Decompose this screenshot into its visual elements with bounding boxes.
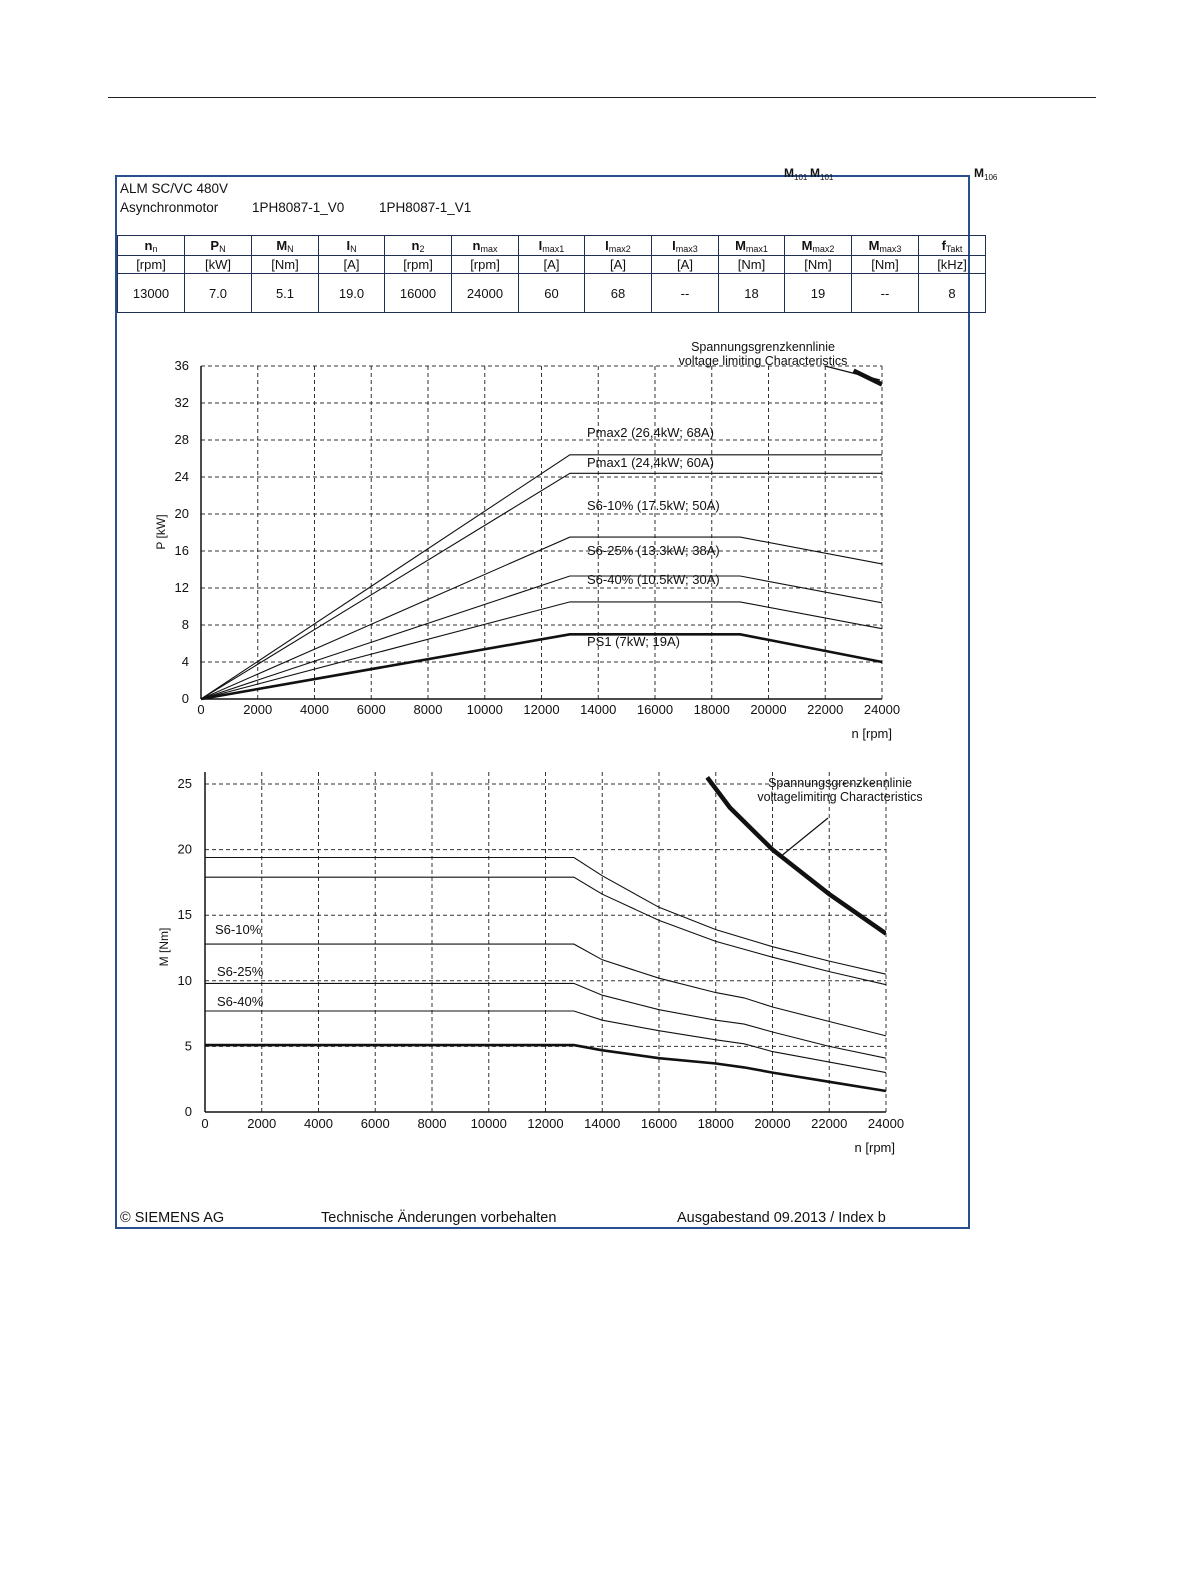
spec-unit-cell: [A]: [585, 256, 652, 274]
y-tick-label: 8: [181, 617, 189, 632]
x-tick-label: 12000: [523, 702, 560, 717]
supply-label: ALM SC/VC 480V: [120, 181, 229, 196]
spec-unit-cell: [rpm]: [118, 256, 185, 274]
spec-value-cell: 7.0: [185, 274, 252, 313]
edition-note: Ausgabestand 09.2013 / Index b: [677, 1210, 886, 1226]
torque-chart: [157, 772, 923, 1155]
spec-symbol-cell: $M_{max3}$: [852, 236, 919, 256]
y-tick-label: 20: [174, 506, 189, 521]
series-label: Pmax1 (24,4kW; 60A): [587, 455, 714, 470]
x-tick-label: 18000: [693, 702, 730, 717]
x-tick-label: 8000: [413, 702, 443, 717]
spec-value-cell: 8: [919, 274, 986, 313]
series-label: S6-40%: [217, 994, 264, 1009]
model-v1: 1PH8087-1_V1: [379, 200, 472, 215]
x-tick-label: 22000: [811, 1116, 848, 1131]
x-tick-label: 24000: [863, 702, 901, 717]
y-tick-label: 32: [174, 395, 189, 410]
x-tick-label: 20000: [754, 1116, 791, 1131]
spec-symbol-cell: $n_{max}$: [452, 236, 519, 256]
y-tick-label: 0: [184, 1104, 192, 1119]
x-tick-label: 2000: [243, 702, 273, 717]
y-tick-label: 5: [184, 1038, 192, 1054]
characteristic-charts: [117, 166, 998, 1227]
undefined: $M_{101}$: [784, 166, 808, 182]
x-tick-label: 18000: [697, 1116, 734, 1131]
spec-unit-cell: [Nm]: [785, 256, 852, 274]
annotation-leader: [825, 366, 880, 380]
y-tick-label: 28: [174, 432, 189, 447]
x-tick-label: 4000: [300, 702, 329, 717]
spec-symbol-cell: $M_{max2}$: [785, 236, 852, 256]
spec-value-cell: 60: [519, 274, 585, 313]
x-tick-label: 22000: [807, 702, 844, 717]
power-chart: [154, 340, 900, 741]
x-tick-label: 8000: [417, 1116, 447, 1131]
spec-value-cell: 16000: [385, 274, 452, 313]
y-axis-label: P [kW]: [154, 514, 168, 550]
spec-symbol-cell: $n_2$: [385, 236, 452, 256]
annotation-line-1: Spannungsgrenzkennlinie: [691, 340, 835, 354]
y-tick-label: 0: [181, 691, 189, 706]
series-label: S6-25%: [217, 964, 264, 979]
spec-value-cell: 19.0: [319, 274, 385, 313]
spec-unit-cell: [Nm]: [252, 256, 319, 274]
spec-unit-cell: [rpm]: [452, 256, 519, 274]
x-tick-label: 2000: [247, 1116, 277, 1131]
y-tick-label: 24: [174, 469, 189, 484]
y-tick-label: 15: [177, 907, 192, 923]
spec-unit-cell: [A]: [319, 256, 385, 274]
y-tick-label: 4: [181, 654, 189, 669]
annotation-line-2: voltage limiting Characteristics: [678, 354, 848, 368]
x-tick-label: 24000: [867, 1116, 905, 1131]
spec-symbol-cell: $M_N$: [252, 236, 319, 256]
y-tick-label: 25: [177, 776, 192, 791]
y-tick-label: 10: [177, 972, 192, 988]
spec-value-cell: 24000: [452, 274, 519, 313]
spec-unit-cell: [rpm]: [385, 256, 452, 274]
x-tick-label: 0: [201, 1116, 209, 1131]
x-tick-label: 14000: [584, 1116, 621, 1131]
spec-value-cell: 19: [785, 274, 852, 313]
x-tick-label: 16000: [640, 1116, 678, 1131]
series-label: S6-40% (10.5kW; 30A): [587, 572, 720, 587]
spec-symbol-cell: $I_{max3}$: [652, 236, 719, 256]
x-tick-label: 16000: [636, 702, 674, 717]
y-tick-label: 36: [174, 358, 189, 373]
x-tick-label: 10000: [466, 702, 503, 717]
annotation-leader: [780, 818, 828, 857]
y-tick-label: 20: [177, 841, 192, 857]
x-tick-label: 0: [197, 702, 205, 717]
model-v0: 1PH8087-1_V0: [252, 200, 345, 215]
top-rule: [108, 97, 1096, 98]
series-label: S6-10% (17.5kW; 50A): [587, 498, 720, 513]
spec-symbol-cell: $f_{Takt}$: [919, 236, 986, 256]
series-label: S6-10%: [215, 922, 262, 937]
undefined: $M_{101}$: [810, 166, 834, 182]
annotation-line-2: voltagelimiting Characteristics: [757, 790, 923, 804]
annotation-line-1: Spannungsgrenzkennlinie: [768, 776, 912, 790]
spec-value-cell: --: [652, 274, 719, 313]
spec-unit-cell: [kW]: [185, 256, 252, 274]
x-tick-label: 14000: [580, 702, 617, 717]
x-tick-label: 20000: [750, 702, 787, 717]
spec-value-cell: 68: [585, 274, 652, 313]
series-label: S6-25% (13.3kW; 38A): [587, 543, 720, 558]
spec-symbol-cell: $n_n$: [118, 236, 185, 256]
voltage-limit-curve: [854, 371, 882, 385]
copyright: © SIEMENS AG: [120, 1210, 225, 1226]
spec-unit-cell: [Nm]: [719, 256, 785, 274]
y-tick-label: 12: [174, 580, 189, 595]
spec-value-cell: 5.1: [252, 274, 319, 313]
series-label: PS1 (7kW; 19A): [587, 634, 680, 649]
spec-symbol-cell: $M_{max1}$: [719, 236, 785, 256]
spec-value-cell: --: [852, 274, 919, 313]
series-label: Pmax2 (26,4kW; 68A): [587, 425, 714, 440]
x-axis-label: n [rpm]: [851, 726, 892, 741]
spec-symbol-cell: $I_{max2}$: [585, 236, 652, 256]
motor-type-label: Asynchronmotor: [120, 200, 219, 215]
x-tick-label: 4000: [304, 1116, 333, 1131]
change-notice: Technische Änderungen vorbehalten: [321, 1210, 557, 1226]
spec-symbol-cell: $I_N$: [319, 236, 385, 256]
spec-symbol-cell: $I_{max1}$: [519, 236, 585, 256]
spec-value-cell: 13000: [118, 274, 185, 313]
y-tick-label: 16: [174, 543, 189, 558]
x-tick-label: 12000: [527, 1116, 564, 1131]
x-tick-label: 10000: [470, 1116, 507, 1131]
spec-symbol-cell: $P_N$: [185, 236, 252, 256]
spec-unit-cell: [A]: [519, 256, 585, 274]
y-axis-label: M [Nm]: [157, 927, 171, 967]
spec-value-cell: 18: [719, 274, 785, 313]
x-tick-label: 6000: [356, 702, 386, 717]
undefined: $M_{106}$: [974, 166, 998, 182]
spec-unit-cell: [Nm]: [852, 256, 919, 274]
x-axis-label: n [rpm]: [854, 1140, 895, 1155]
datasheet-frame: [115, 166, 998, 1229]
x-tick-label: 6000: [360, 1116, 390, 1131]
spec-unit-cell: [kHz]: [919, 256, 986, 274]
spec-unit-cell: [A]: [652, 256, 719, 274]
